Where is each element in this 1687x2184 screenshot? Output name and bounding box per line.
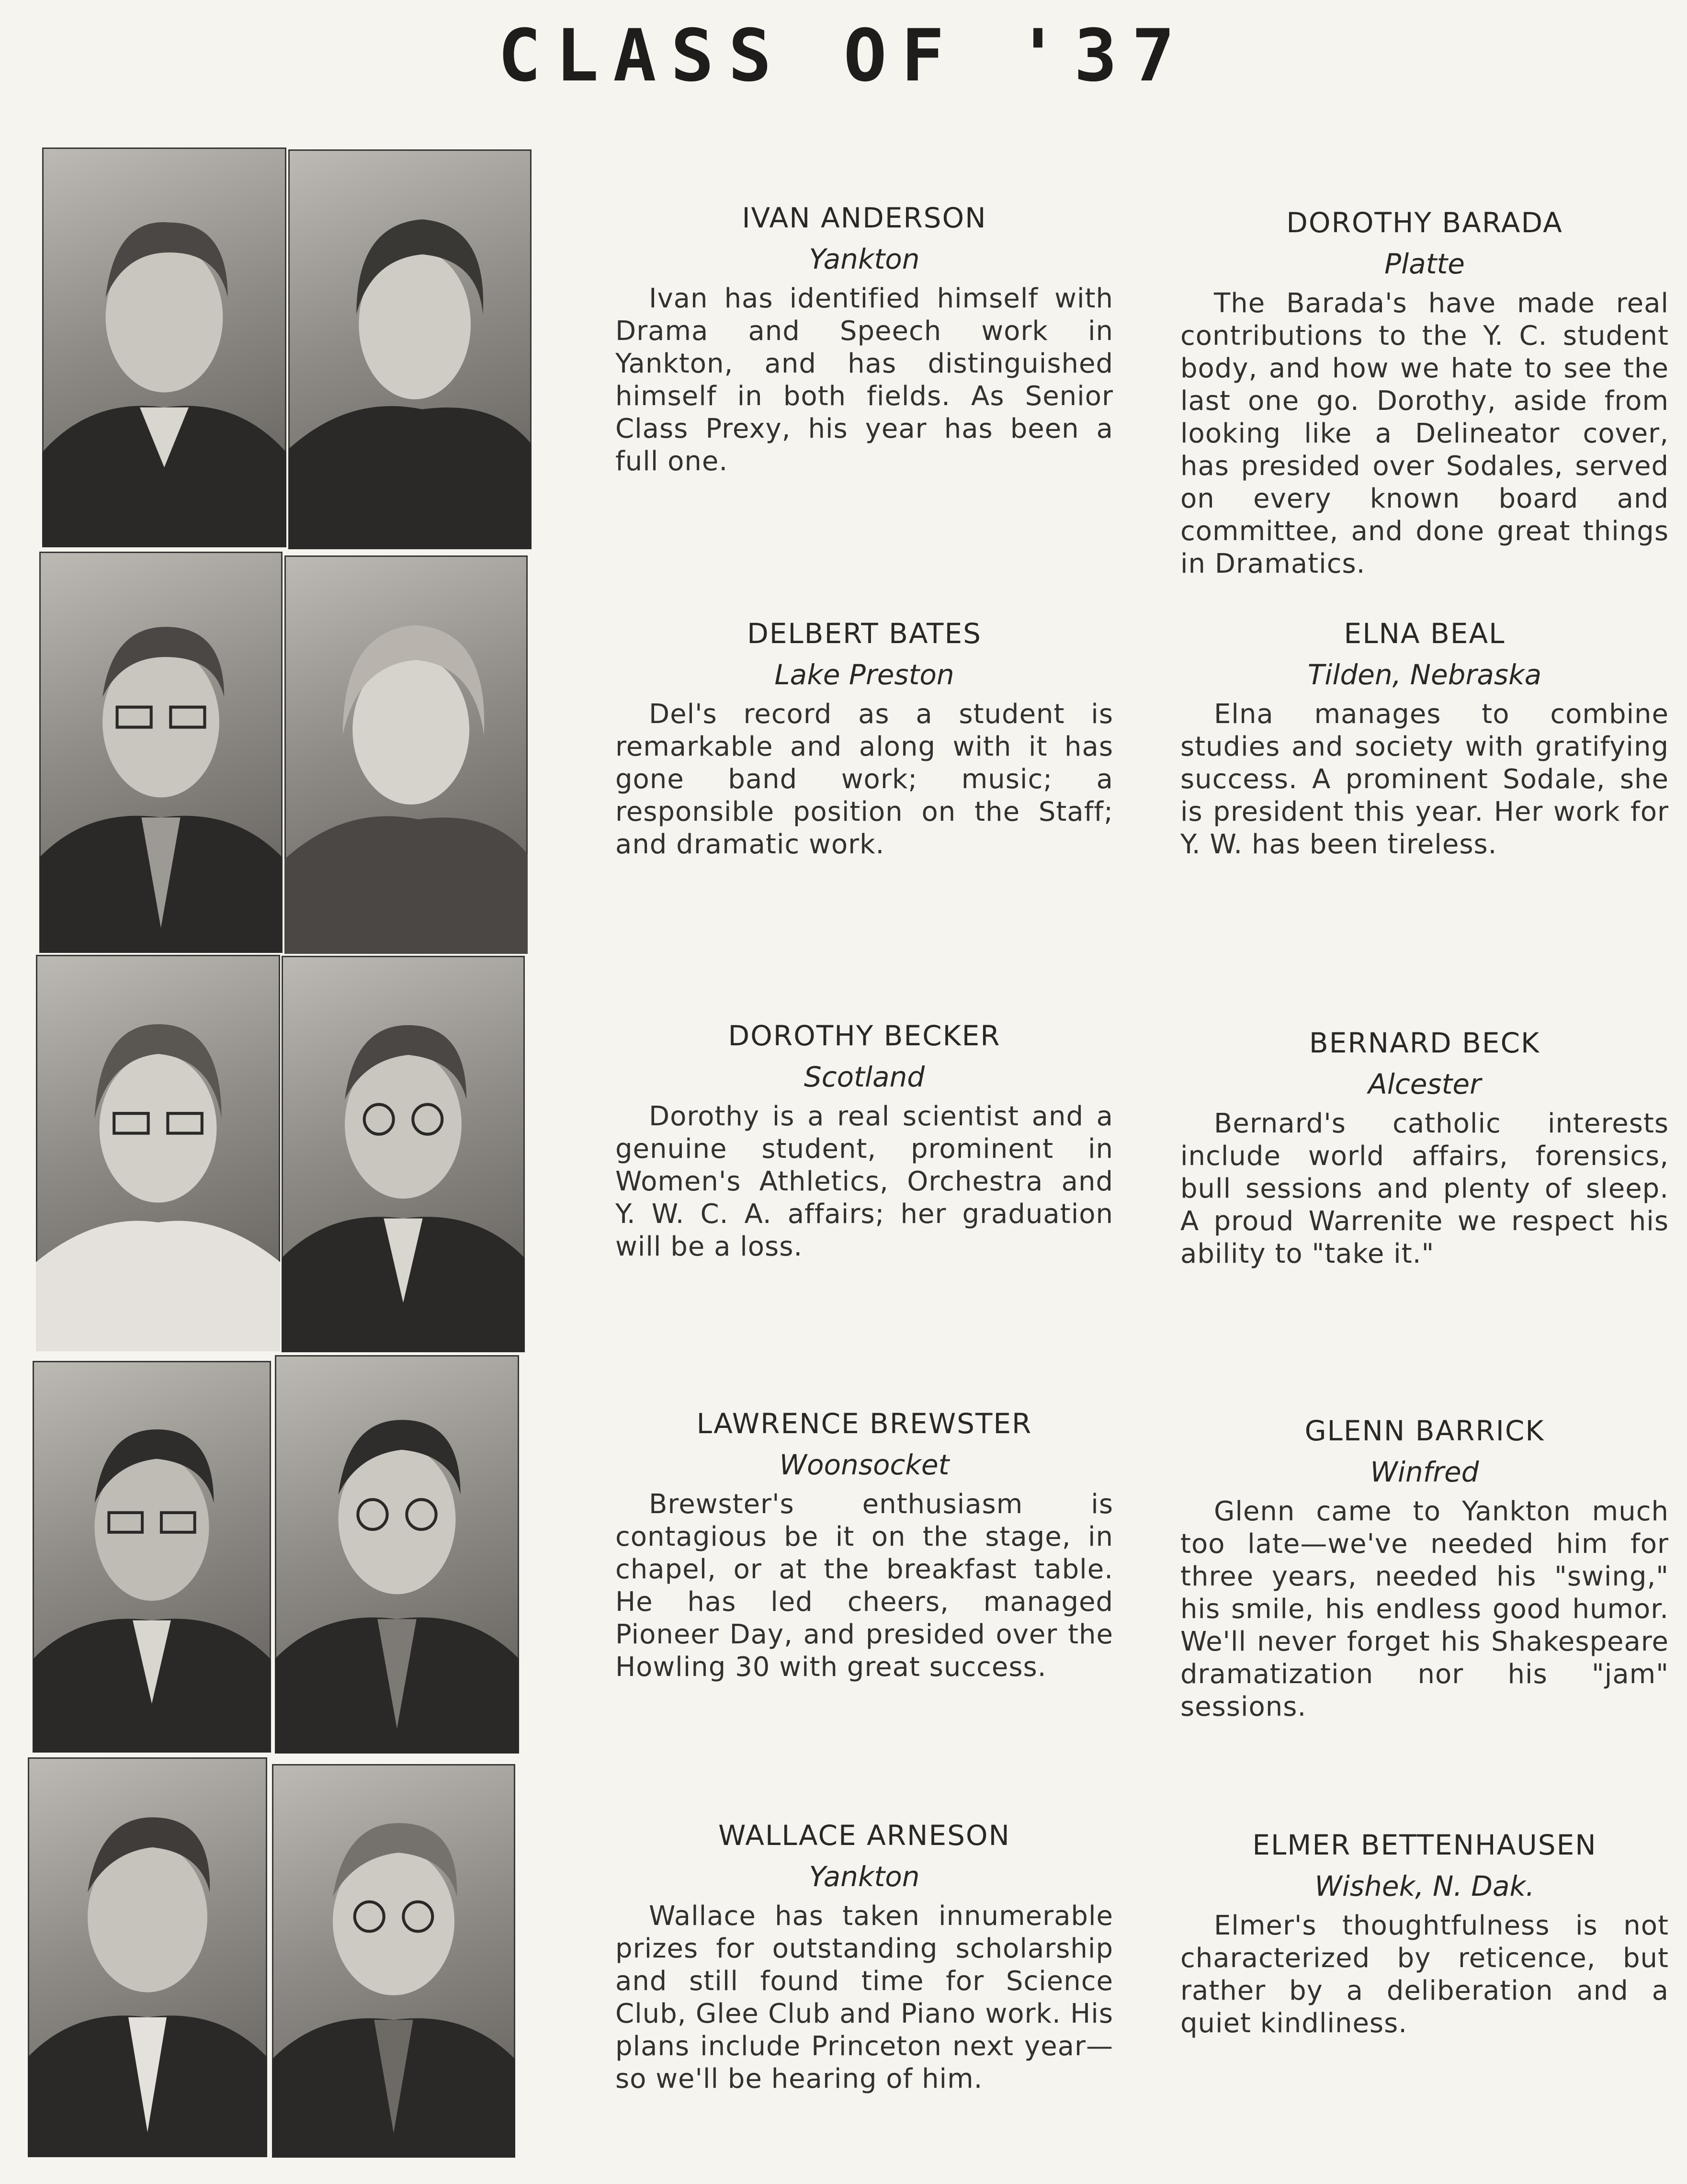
student-hometown: Tilden, Nebraska (1307, 658, 1542, 691)
student-bio: Bernard's catholic interests include world affairs, forensics, bull sessions and plenty of sleep. A proud Warrenite we respect his ability to "take it." (1180, 1108, 1669, 1269)
student-name: ELNA BEAL (1344, 617, 1506, 650)
portrait-dorothy-becker (36, 955, 280, 1351)
entry-ivan-anderson (615, 197, 1113, 478)
portrait-delbert-bates (39, 552, 283, 953)
entry-lawrence-brewster (615, 1403, 1113, 1684)
entry-glenn-barrick (1180, 1410, 1669, 1723)
entry-bernard-beck (1180, 1022, 1669, 1270)
student-name: DOROTHY BECKER (728, 1019, 1001, 1052)
student-name: DOROTHY BARADA (1286, 206, 1563, 239)
portrait-elna-beal (284, 555, 528, 954)
student-hometown: Woonsocket (779, 1448, 950, 1481)
student-hometown: Platte (1384, 248, 1465, 280)
student-name: ELMER BETTENHAUSEN (1252, 1829, 1597, 1861)
student-bio: Wallace has taken innumerable prizes for outstanding scholarship and still found time for Science Club, Glee Club and Piano work. His plans include Princeton next year—so we'll be hearing of him. (615, 1901, 1113, 2094)
student-name: WALLACE ARNESON (718, 1819, 1010, 1852)
student-hometown: Winfred (1370, 1456, 1479, 1488)
student-name: DELBERT BATES (747, 617, 982, 650)
portrait-elmer-bettenhausen (272, 1764, 515, 2158)
student-hometown: Alcester (1368, 1068, 1481, 1100)
entry-elna-beal (1180, 613, 1669, 861)
student-hometown: Lake Preston (774, 658, 954, 691)
student-bio: The Barada's have made real contributions to the Y. C. student body, and how we hate to see the last one go. Dorothy, aside from looking like a Delineator cover, has presided over Sodales, served on every known board and committee, and done great things in Dramatics. (1180, 288, 1669, 579)
student-bio: Elmer's thoughtfulness is not characterized by reticence, but rather by a deliberation and a quiet kindliness. (1180, 1910, 1669, 2039)
student-name: BERNARD BECK (1309, 1027, 1540, 1059)
student-name: IVAN ANDERSON (742, 202, 987, 234)
student-bio: Dorothy is a real scientist and a genuine student, prominent in Women's Athletics, Orchestra and Y. W. C. A. affairs; her graduation will be a loss. (615, 1101, 1113, 1262)
student-bio: Glenn came to Yankton much too late—we've needed him for three years, needed his "swing," his smile, his endless good humor. We'll never forget his Shakespeare dramatization nor his "jam" sessions. (1180, 1496, 1669, 1722)
portrait-glenn-barrick (275, 1355, 519, 1754)
entry-delbert-bates (615, 613, 1113, 861)
entry-dorothy-barada (1180, 202, 1669, 580)
student-bio: Elna manages to combine studies and society with gratifying success. A prominent Sodale, she is president this year. Her work for Y. W. has been tireless. (1180, 699, 1669, 860)
portrait-ivan-anderson (42, 147, 286, 547)
entry-elmer-bettenhausen (1180, 1824, 1669, 2040)
portrait-wallace-arneson (28, 1757, 267, 2157)
portrait-dorothy-barada (288, 149, 532, 549)
student-name: GLENN BARRICK (1304, 1415, 1545, 1447)
entry-dorothy-becker (615, 1015, 1113, 1263)
student-bio: Del's record as a student is remarkable and along with it has gone band work; music; a responsible position on the Staff; and dramatic work. (615, 699, 1113, 860)
page-title: CLASS OF '37 (498, 14, 1189, 98)
entry-wallace-arneson (615, 1815, 1113, 2095)
portrait-bernard-beck (282, 956, 525, 1352)
student-bio: Brewster's enthusiasm is contagious be it on the stage, in chapel, or at the breakfast table. He has led cheers, managed Pioneer Day, and presided over the Howling 30 with great success. (615, 1489, 1113, 1683)
student-bio: Ivan has identified himself with Drama and Speech work in Yankton, and has distinguished himself in both fields. As Senior Class Prexy, his year has been a full one. (615, 283, 1113, 477)
student-name: LAWRENCE BREWSTER (696, 1407, 1032, 1440)
student-hometown: Wishek, N. Dak. (1314, 1870, 1535, 1902)
student-hometown: Scotland (804, 1061, 925, 1093)
student-hometown: Yankton (809, 1860, 920, 1893)
portrait-lawrence-brewster (33, 1361, 271, 1753)
student-hometown: Yankton (809, 243, 920, 275)
